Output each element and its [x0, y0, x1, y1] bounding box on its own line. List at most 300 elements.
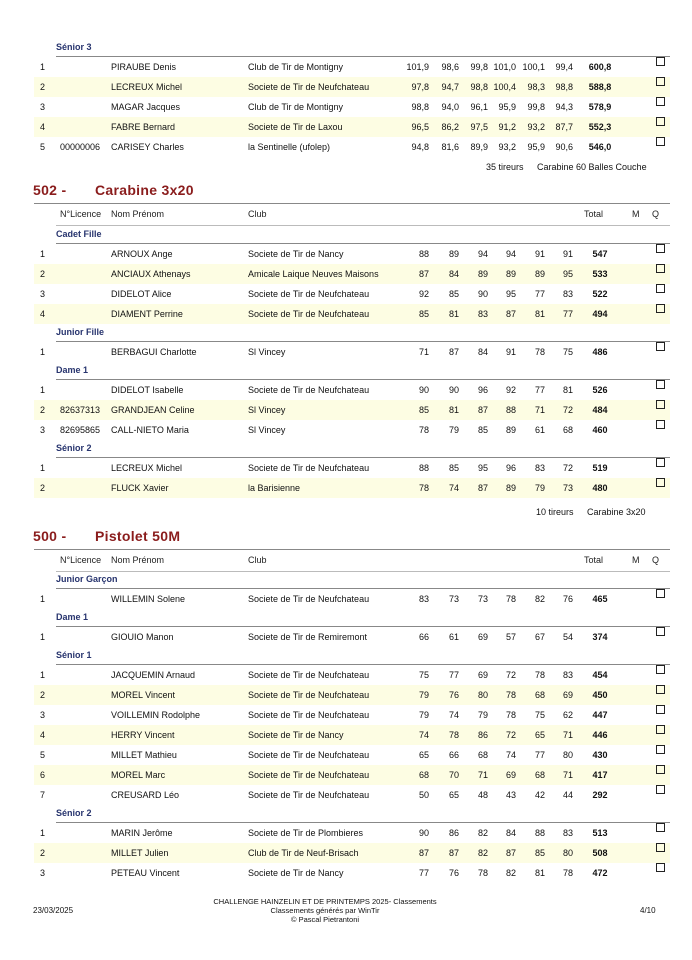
- qualification-checkbox[interactable]: [656, 420, 665, 429]
- score-cell: 90: [418, 828, 429, 838]
- club-cell: Societe de Tir de Neufchateau: [248, 385, 370, 395]
- table-row: [34, 843, 670, 863]
- total-cell: 526: [592, 385, 608, 395]
- column-header-licence: N°Licence: [60, 555, 102, 565]
- score-cell: 74: [448, 483, 459, 493]
- score-cell: 91: [534, 249, 545, 259]
- category-label: Sénior 2: [56, 808, 92, 818]
- name-cell: LECREUX Michel: [111, 82, 183, 92]
- rank-cell: 3: [40, 289, 46, 299]
- footer-title: CHALLENGE HAINZELIN ET DE PRINTEMPS 2025- Classements: [213, 897, 437, 906]
- table-row: [34, 685, 670, 705]
- total-cell: 446: [592, 730, 608, 740]
- name-cell: MARIN Jerôme: [111, 828, 173, 838]
- total-cell: 533: [592, 269, 608, 279]
- score-cell: 100,4: [493, 82, 516, 92]
- table-row: [34, 458, 670, 478]
- total-cell: 600,8: [588, 62, 612, 72]
- divider: [56, 571, 670, 572]
- score-cell: 101,0: [493, 62, 516, 72]
- qualification-checkbox[interactable]: [656, 244, 665, 253]
- total-cell: 494: [592, 309, 608, 319]
- club-cell: Sl Vincey: [248, 405, 286, 415]
- name-cell: BERBAGUI Charlotte: [111, 347, 197, 357]
- club-cell: Societe de Tir de Neufchateau: [248, 594, 370, 604]
- score-cell: 91,2: [498, 122, 516, 132]
- qualification-checkbox[interactable]: [656, 765, 665, 774]
- name-cell: ANCIAUX Athenays: [111, 269, 191, 279]
- qualification-checkbox[interactable]: [656, 685, 665, 694]
- total-cell: 465: [592, 594, 608, 604]
- total-cell: 588,8: [588, 82, 612, 92]
- score-cell: 87,7: [555, 122, 573, 132]
- table-row: [34, 244, 670, 264]
- score-cell: 69: [477, 632, 488, 642]
- score-cell: 84: [477, 347, 488, 357]
- licence-cell: 82637313: [60, 405, 101, 415]
- participants-count: 10 tireurs: [536, 507, 574, 517]
- rank-cell: 1: [40, 828, 46, 838]
- qualification-checkbox[interactable]: [656, 458, 665, 467]
- score-cell: 95,9: [527, 142, 545, 152]
- footer-generator: Classements générés par WinTir: [270, 906, 380, 915]
- table-row: [34, 137, 670, 157]
- table-row: [34, 823, 670, 843]
- score-cell: 81: [534, 309, 545, 319]
- rank-cell: 1: [40, 385, 46, 395]
- score-cell: 88: [418, 463, 429, 473]
- score-cell: 87: [418, 269, 429, 279]
- divider: [34, 549, 670, 550]
- score-cell: 76: [448, 868, 459, 878]
- table-row: [34, 627, 670, 647]
- score-cell: 90: [448, 385, 459, 395]
- score-cell: 75: [418, 670, 429, 680]
- name-cell: WILLEMIN Solene: [111, 594, 186, 604]
- qualification-checkbox[interactable]: [656, 627, 665, 636]
- score-cell: 83: [562, 289, 573, 299]
- score-cell: 87: [448, 848, 459, 858]
- club-cell: Societe de Tir de Neufchateau: [248, 463, 370, 473]
- score-cell: 68: [562, 425, 573, 435]
- category-label: Dame 1: [56, 365, 89, 375]
- qualification-checkbox[interactable]: [656, 137, 665, 146]
- club-cell: Club de Tir de Montigny: [248, 102, 344, 112]
- score-cell: 72: [505, 670, 516, 680]
- total-cell: 546,0: [588, 142, 612, 152]
- event-label: Carabine 3x20: [587, 507, 646, 517]
- score-cell: 68: [534, 770, 545, 780]
- score-cell: 50: [418, 790, 429, 800]
- score-cell: 65: [534, 730, 545, 740]
- rank-cell: 2: [40, 483, 46, 493]
- rank-cell: 1: [40, 463, 46, 473]
- qualification-checkbox[interactable]: [656, 725, 665, 734]
- score-cell: 78: [505, 710, 516, 720]
- name-cell: CARISEY Charles: [111, 142, 184, 152]
- score-cell: 69: [477, 670, 488, 680]
- score-cell: 86,2: [441, 122, 459, 132]
- score-cell: 94,8: [411, 142, 429, 152]
- rank-cell: 7: [40, 790, 46, 800]
- table-row: [34, 478, 670, 498]
- qualification-checkbox[interactable]: [656, 745, 665, 754]
- qualification-checkbox[interactable]: [656, 400, 665, 409]
- qualification-checkbox[interactable]: [656, 380, 665, 389]
- name-cell: MILLET Mathieu: [111, 750, 177, 760]
- column-header-q: Q: [652, 555, 660, 565]
- table-row: [34, 284, 670, 304]
- total-cell: 417: [592, 770, 608, 780]
- club-cell: Societe de Tir de Neufchateau: [248, 309, 370, 319]
- score-cell: 74: [505, 750, 516, 760]
- table-row: [34, 665, 670, 685]
- score-cell: 80: [562, 848, 573, 858]
- score-cell: 78: [534, 670, 545, 680]
- score-cell: 91: [505, 347, 516, 357]
- score-cell: 81: [448, 309, 459, 319]
- score-cell: 94: [477, 249, 488, 259]
- club-cell: Societe de Tir de Plombieres: [248, 828, 364, 838]
- score-cell: 96,5: [411, 122, 429, 132]
- score-cell: 90: [418, 385, 429, 395]
- qualification-checkbox[interactable]: [656, 342, 665, 351]
- rank-cell: 2: [40, 690, 46, 700]
- total-cell: 460: [592, 425, 608, 435]
- score-cell: 66: [448, 750, 459, 760]
- score-cell: 44: [562, 790, 573, 800]
- divider: [34, 203, 670, 204]
- score-cell: 78: [505, 690, 516, 700]
- category-label: Sénior 2: [56, 443, 92, 453]
- score-cell: 68: [418, 770, 429, 780]
- rank-cell: 3: [40, 710, 46, 720]
- rank-cell: 4: [40, 122, 46, 132]
- total-cell: 430: [592, 750, 608, 760]
- club-cell: Societe de Tir de Neufchateau: [248, 710, 370, 720]
- score-cell: 89: [505, 483, 516, 493]
- score-cell: 78: [562, 868, 573, 878]
- total-cell: 292: [592, 790, 608, 800]
- qualification-checkbox[interactable]: [656, 863, 665, 872]
- total-cell: 480: [592, 483, 608, 493]
- score-cell: 99,8: [470, 62, 488, 72]
- score-cell: 89: [448, 249, 459, 259]
- table-row: [34, 420, 670, 440]
- name-cell: GRANDJEAN Celine: [111, 405, 195, 415]
- score-cell: 90: [477, 289, 488, 299]
- section-name: Pistolet 50M: [95, 528, 181, 544]
- score-cell: 98,3: [527, 82, 545, 92]
- table-row: [34, 745, 670, 765]
- score-cell: 54: [562, 632, 573, 642]
- table-row: [34, 304, 670, 324]
- score-cell: 83: [562, 670, 573, 680]
- score-cell: 87: [448, 347, 459, 357]
- score-cell: 68: [477, 750, 488, 760]
- column-header-licence: N°Licence: [60, 209, 102, 219]
- club-cell: Societe de Tir de Laxou: [248, 122, 343, 132]
- total-cell: 374: [592, 632, 608, 642]
- score-cell: 87: [477, 405, 488, 415]
- score-cell: 88: [534, 828, 545, 838]
- score-cell: 77: [448, 670, 459, 680]
- event-label: Carabine 60 Balles Couche: [537, 162, 647, 172]
- score-cell: 72: [562, 463, 573, 473]
- name-cell: MILLET Julien: [111, 848, 169, 858]
- total-cell: 447: [592, 710, 608, 720]
- score-cell: 57: [505, 632, 516, 642]
- section-name: Carabine 3x20: [95, 182, 194, 198]
- column-header-q: Q: [652, 209, 660, 219]
- rank-cell: 1: [40, 594, 46, 604]
- score-cell: 92: [418, 289, 429, 299]
- score-cell: 78: [505, 594, 516, 604]
- score-cell: 92: [505, 385, 516, 395]
- score-cell: 89: [505, 425, 516, 435]
- score-cell: 94,3: [555, 102, 573, 112]
- rank-cell: 3: [40, 102, 46, 112]
- club-cell: Societe de Tir de Remiremont: [248, 632, 368, 642]
- table-row: [34, 97, 670, 117]
- rank-cell: 2: [40, 82, 46, 92]
- qualification-checkbox[interactable]: [656, 478, 665, 487]
- score-cell: 95: [505, 289, 516, 299]
- qualification-checkbox[interactable]: [656, 304, 665, 313]
- score-cell: 90,6: [555, 142, 573, 152]
- score-cell: 79: [418, 690, 429, 700]
- score-cell: 98,8: [411, 102, 429, 112]
- score-cell: 94: [505, 249, 516, 259]
- column-header-m: M: [632, 555, 640, 565]
- score-cell: 87: [418, 848, 429, 858]
- name-cell: ARNOUX Ange: [111, 249, 173, 259]
- name-cell: LECREUX Michel: [111, 463, 183, 473]
- table-row: [34, 77, 670, 97]
- score-cell: 93,2: [527, 122, 545, 132]
- score-cell: 61: [534, 425, 545, 435]
- score-cell: 93,2: [498, 142, 516, 152]
- rank-cell: 2: [40, 848, 46, 858]
- footer-date: 23/03/2025: [33, 906, 74, 915]
- club-cell: Societe de Tir de Nancy: [248, 868, 344, 878]
- score-cell: 98,6: [441, 62, 459, 72]
- column-header-total: Total: [584, 555, 604, 565]
- total-cell: 552,3: [588, 122, 612, 132]
- table-row: [34, 117, 670, 137]
- score-cell: 89: [534, 269, 545, 279]
- licence-cell: 82695865: [60, 425, 101, 435]
- club-cell: Societe de Tir de Neufchateau: [248, 770, 370, 780]
- score-cell: 82: [505, 868, 516, 878]
- club-cell: Sl Vincey: [248, 347, 286, 357]
- score-cell: 98,8: [470, 82, 488, 92]
- club-cell: Societe de Tir de Nancy: [248, 249, 344, 259]
- qualification-checkbox[interactable]: [656, 705, 665, 714]
- club-cell: Club de Tir de Montigny: [248, 62, 344, 72]
- score-cell: 101,9: [406, 62, 429, 72]
- category-label: Sénior 1: [56, 650, 92, 660]
- score-cell: 86: [448, 828, 459, 838]
- rank-cell: 2: [40, 405, 46, 415]
- score-cell: 82: [534, 594, 545, 604]
- column-header-club: Club: [248, 209, 267, 219]
- qualification-checkbox[interactable]: [656, 77, 665, 86]
- score-cell: 83: [418, 594, 429, 604]
- name-cell: CREUSARD Léo: [111, 790, 180, 800]
- club-cell: Societe de Tir de Neufchateau: [248, 670, 370, 680]
- score-cell: 98,8: [555, 82, 573, 92]
- score-cell: 78: [418, 425, 429, 435]
- divider: [56, 225, 670, 226]
- rank-cell: 4: [40, 730, 46, 740]
- qualification-checkbox[interactable]: [656, 589, 665, 598]
- score-cell: 79: [477, 710, 488, 720]
- score-cell: 71: [534, 405, 545, 415]
- club-cell: Societe de Tir de Neufchateau: [248, 790, 370, 800]
- score-cell: 85: [534, 848, 545, 858]
- name-cell: PIRAUBE Denis: [111, 62, 177, 72]
- total-cell: 450: [592, 690, 608, 700]
- club-cell: Club de Tir de Neuf-Brisach: [248, 848, 359, 858]
- score-cell: 85: [418, 405, 429, 415]
- qualification-checkbox[interactable]: [656, 665, 665, 674]
- name-cell: FLUCK Xavier: [111, 483, 169, 493]
- score-cell: 73: [562, 483, 573, 493]
- score-cell: 89,9: [470, 142, 488, 152]
- qualification-checkbox[interactable]: [656, 57, 665, 66]
- score-cell: 85: [448, 463, 459, 473]
- score-cell: 73: [448, 594, 459, 604]
- score-cell: 77: [534, 750, 545, 760]
- name-cell: DIDELOT Alice: [111, 289, 172, 299]
- rank-cell: 4: [40, 309, 46, 319]
- score-cell: 74: [448, 710, 459, 720]
- score-cell: 94,0: [441, 102, 459, 112]
- score-cell: 83: [477, 309, 488, 319]
- name-cell: VOILLEMIN Rodolphe: [111, 710, 201, 720]
- score-cell: 91: [562, 249, 573, 259]
- score-cell: 71: [562, 730, 573, 740]
- category-label: Junior Fille: [56, 327, 105, 337]
- score-cell: 70: [448, 770, 459, 780]
- score-cell: 76: [448, 690, 459, 700]
- column-header-club: Club: [248, 555, 267, 565]
- qualification-checkbox[interactable]: [656, 785, 665, 794]
- section-title-502: [33, 182, 194, 198]
- page-number: 4/10: [640, 906, 656, 915]
- score-cell: 87: [505, 848, 516, 858]
- score-cell: 94,7: [441, 82, 459, 92]
- score-cell: 62: [562, 710, 573, 720]
- table-row: [34, 380, 670, 400]
- qualification-checkbox[interactable]: [656, 117, 665, 126]
- score-cell: 84: [448, 269, 459, 279]
- qualification-checkbox[interactable]: [656, 823, 665, 832]
- qualification-checkbox[interactable]: [656, 843, 665, 852]
- club-cell: Societe de Tir de Neufchateau: [248, 750, 370, 760]
- column-header-m: M: [632, 209, 640, 219]
- score-cell: 96: [505, 463, 516, 473]
- score-cell: 77: [562, 309, 573, 319]
- table-row: [34, 342, 670, 362]
- total-cell: 454: [592, 670, 608, 680]
- rank-cell: 1: [40, 347, 46, 357]
- score-cell: 77: [534, 385, 545, 395]
- score-cell: 65: [418, 750, 429, 760]
- score-cell: 71: [562, 770, 573, 780]
- score-cell: 75: [562, 347, 573, 357]
- score-cell: 87: [505, 309, 516, 319]
- qualification-checkbox[interactable]: [656, 284, 665, 293]
- score-cell: 68: [534, 690, 545, 700]
- rank-cell: 3: [40, 425, 46, 435]
- score-cell: 75: [534, 710, 545, 720]
- category-label: Sénior 3: [56, 42, 92, 52]
- club-cell: Societe de Tir de Neufchateau: [248, 289, 370, 299]
- name-cell: FABRE Bernard: [111, 122, 176, 132]
- score-cell: 71: [477, 770, 488, 780]
- score-cell: 88: [505, 405, 516, 415]
- score-cell: 89: [477, 269, 488, 279]
- rank-cell: 1: [40, 249, 46, 259]
- score-cell: 78: [477, 868, 488, 878]
- score-cell: 88: [418, 249, 429, 259]
- score-cell: 81: [562, 385, 573, 395]
- score-cell: 95: [477, 463, 488, 473]
- score-cell: 42: [534, 790, 545, 800]
- qualification-checkbox[interactable]: [656, 97, 665, 106]
- score-cell: 86: [477, 730, 488, 740]
- rank-cell: 1: [40, 670, 46, 680]
- score-cell: 72: [562, 405, 573, 415]
- table-row: [34, 785, 670, 805]
- name-cell: MOREL Vincent: [111, 690, 176, 700]
- score-cell: 99,4: [555, 62, 573, 72]
- score-cell: 81,6: [441, 142, 459, 152]
- score-cell: 72: [505, 730, 516, 740]
- name-cell: MOREL Marc: [111, 770, 166, 780]
- total-cell: 472: [592, 868, 608, 878]
- score-cell: 83: [534, 463, 545, 473]
- table-row: [34, 725, 670, 745]
- score-cell: 71: [418, 347, 429, 357]
- score-cell: 95,9: [498, 102, 516, 112]
- score-cell: 82: [477, 848, 488, 858]
- section-number: 500 -: [33, 528, 67, 544]
- qualification-checkbox[interactable]: [656, 264, 665, 273]
- score-cell: 69: [562, 690, 573, 700]
- table-row: [34, 863, 670, 883]
- name-cell: GIOUIO Manon: [111, 632, 174, 642]
- score-cell: 99,8: [527, 102, 545, 112]
- score-cell: 87: [477, 483, 488, 493]
- total-cell: 513: [592, 828, 608, 838]
- rank-cell: 1: [40, 632, 46, 642]
- score-cell: 79: [418, 710, 429, 720]
- score-cell: 80: [477, 690, 488, 700]
- club-cell: Sl Vincey: [248, 425, 286, 435]
- total-cell: 486: [592, 347, 608, 357]
- score-cell: 81: [534, 868, 545, 878]
- name-cell: DIDELOT Isabelle: [111, 385, 184, 395]
- club-cell: la Barisienne: [248, 483, 301, 493]
- footer-copyright: © Pascal Pietrantoni: [290, 915, 360, 924]
- score-cell: 69: [505, 770, 516, 780]
- score-cell: 95: [562, 269, 573, 279]
- score-cell: 78: [448, 730, 459, 740]
- rank-cell: 2: [40, 269, 46, 279]
